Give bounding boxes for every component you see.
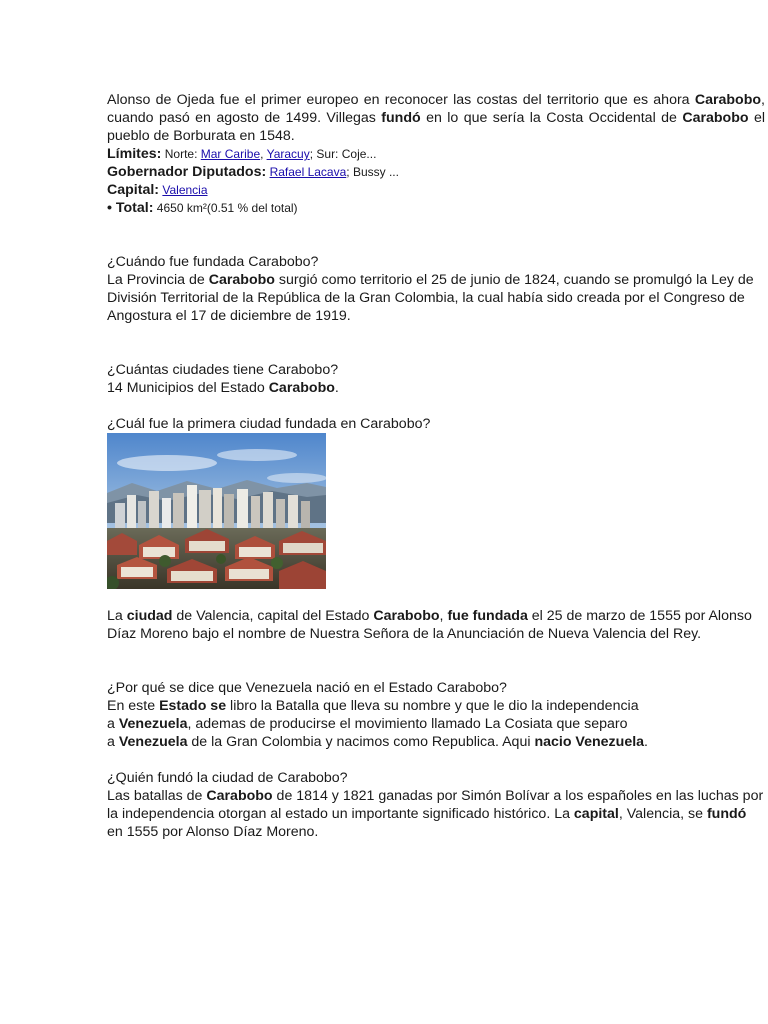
valencia-link[interactable]: Valencia [162, 183, 208, 197]
answer-text: , Valencia, se [618, 806, 707, 822]
total-line [107, 199, 765, 217]
answer-venezuela-line1 [107, 697, 765, 715]
yaracuy-link[interactable]: Yaracuy [266, 147, 310, 161]
answer-bold: capital [573, 806, 619, 822]
answer-bold: fue fundada [447, 608, 528, 624]
intro-bold: Carabobo [682, 110, 749, 126]
answer-text: . [334, 380, 339, 396]
answer-text: a [107, 716, 119, 732]
answer-text: En este [107, 698, 160, 714]
answer-text: libro la Batalla que lleva su nombre y que le dio la independencia [226, 698, 639, 714]
answer-cities [107, 379, 765, 397]
answer-bold: Carabobo [373, 608, 440, 624]
limites-text: Norte: [161, 147, 201, 161]
answer-bold: ciudad [126, 608, 173, 624]
answer-text: el 25 de marzo de 1555 por Alonso Díaz Moreno bajo el nombre de Nuestra Señora de la Anunciación de Nueva Valencia del Rey. [107, 608, 752, 642]
document-body [107, 91, 765, 841]
answer-bold: Carabobo [206, 788, 273, 804]
answer-founder [107, 787, 765, 841]
answer-text: surgió como territorio el 25 de junio de 1824, cuando se promulgó la Ley de División Territorial de la República de la Gran Colombia, la cual había sido creada por el Congreso de Angostura el 17 de diciembre de 1919. [107, 272, 754, 324]
limites-text: ; Sur: Coje... [309, 147, 377, 161]
question-first-city: ¿Cuál fue la primera ciudad fundada en Carabobo? [107, 416, 431, 432]
question-founder: ¿Quién fundó la ciudad de Carabobo? [107, 770, 348, 786]
intro-text: el pueblo de Borburata en 1548. [107, 110, 765, 144]
gobernador-label: Gobernador Diputados: [107, 164, 267, 180]
valencia-city-photo [107, 433, 326, 589]
question-cities: ¿Cuántas ciudades tiene Carabobo? [107, 362, 339, 378]
total-value: 4650 km²(0.51 % del total) [153, 201, 298, 215]
intro-text: Alonso de Ojeda fue el primer europeo en reconocer las costas del territorio que es ahora [107, 92, 695, 108]
answer-founded [107, 271, 765, 325]
answer-text: Las batallas de [107, 788, 207, 804]
spacer [107, 397, 765, 415]
rafael-lacava-link[interactable]: Rafael Lacava [269, 165, 347, 179]
answer-text: La Provincia de [107, 272, 209, 288]
capital-label: Capital: [107, 182, 160, 198]
answer-bold: Venezuela [118, 716, 188, 732]
answer-text: , ademas de producirse el movimiento llamado La Cosiata que separo [187, 716, 628, 732]
intro-paragraph [107, 91, 765, 145]
spacer [107, 751, 765, 769]
question-venezuela-born: ¿Por qué se dice que Venezuela nació en el Estado Carabobo? [107, 680, 507, 696]
answer-text: , [439, 608, 448, 624]
answer-text: a [107, 734, 119, 750]
answer-bold: nacio Venezuela [534, 734, 645, 750]
answer-bold: fundó [706, 806, 747, 822]
answer-bold: Carabobo [208, 272, 275, 288]
answer-text: La [107, 608, 127, 624]
answer-bold: Carabobo [268, 380, 335, 396]
gobernador-text: ; Bussy ... [346, 165, 399, 179]
mar-caribe-link[interactable]: Mar Caribe [200, 147, 261, 161]
intro-text: , cuando pasó en agosto de 1499. Villegas [107, 92, 765, 126]
answer-venezuela-line3 [107, 733, 765, 751]
spacer [107, 643, 765, 679]
intro-bold: fundó [381, 110, 421, 126]
spacer [107, 217, 765, 253]
answer-text: 14 Municipios del Estado [107, 380, 269, 396]
limites-text: , [260, 147, 267, 161]
answer-text: de Valencia, capital del Estado [172, 608, 374, 624]
limites-line [107, 145, 765, 163]
answer-first-city [107, 607, 765, 643]
answer-text: . [644, 734, 648, 750]
intro-text: en lo que sería la Costa Occidental de [420, 110, 683, 126]
gobernador-line [107, 163, 765, 181]
question-founded: ¿Cuándo fue fundada Carabobo? [107, 254, 319, 270]
limites-label: Límites: [107, 146, 162, 162]
city-skyline-image [107, 433, 326, 589]
answer-text: de la Gran Colombia y nacimos como Republica. Aqui [187, 734, 535, 750]
answer-text: de 1814 y 1821 ganadas por Simón Bolívar a los españoles en las luchas por la independencia otorgan al estado un importante significado histórico. La [107, 788, 764, 822]
answer-text: en 1555 por Alonso Díaz Moreno. [107, 824, 319, 840]
capital-line [107, 181, 765, 199]
intro-bold: Carabobo [694, 92, 762, 108]
total-label: • Total: [107, 200, 154, 216]
spacer [107, 589, 765, 607]
spacer [107, 325, 765, 361]
answer-bold: Estado se [159, 698, 227, 714]
answer-venezuela-line2 [107, 715, 765, 733]
answer-bold: Venezuela [118, 734, 188, 750]
